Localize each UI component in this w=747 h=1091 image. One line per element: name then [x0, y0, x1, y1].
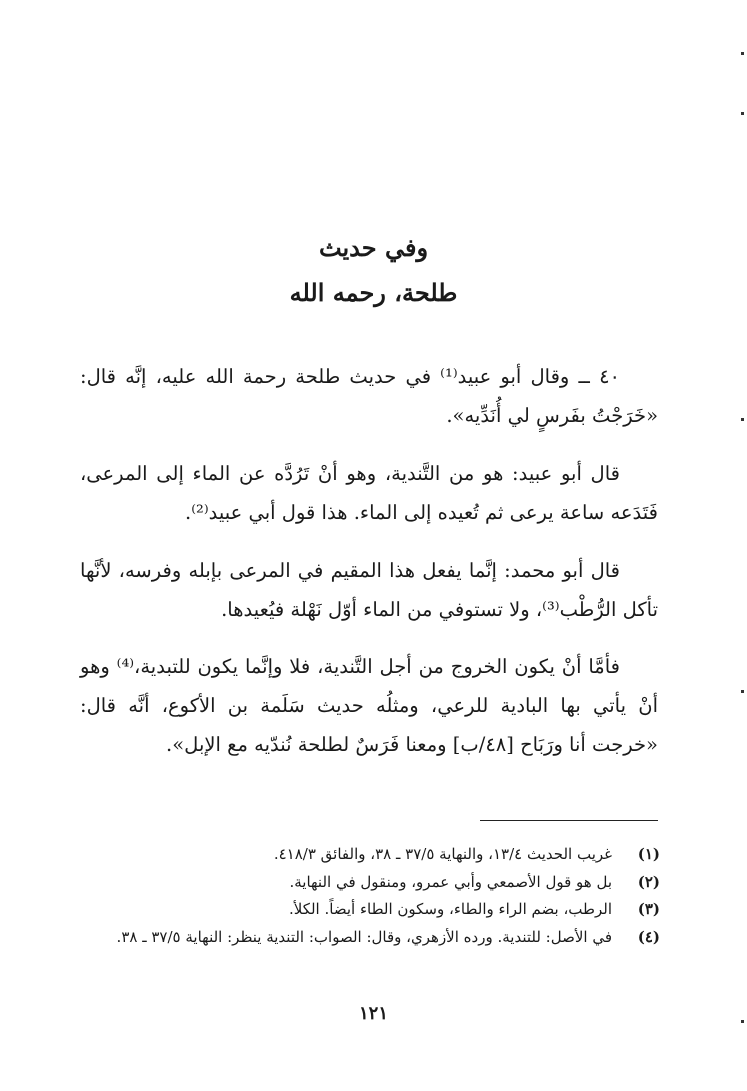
footnote-3 [80, 896, 660, 922]
paragraph-tabdiya: فأمَّا أنْ يكون الخروج من أجل التَّندية، فلا وإنَّما يكون للتبدية،⁽⁴⁾ وهو أنْ يأتي بها البادية للرعي، ومثلُه حديث سَلَمة بن الأكوع، أنَّه قال: «خرجت أنا ورَبَاح [٤٨/ب] ومعنا فَرَسٌ لطلحة نُندّيه مع الإبل». [80, 655, 658, 756]
footnote-number: (٣) [637, 900, 660, 918]
scan-edge-mark [741, 1020, 744, 1023]
footnote-4 [80, 924, 660, 950]
scan-edge-mark [741, 418, 744, 421]
page-number: ١٢١ [358, 1003, 388, 1024]
section-heading-line2: طلحة، رحمه الله [289, 278, 458, 307]
scan-edge-mark [741, 690, 744, 693]
footnote-divider [480, 820, 658, 821]
footnote-text: بل هو قول الأصمعي وأبي عمرو، ومنقول في النهاية. [289, 873, 612, 891]
footnote-number: (١) [637, 845, 660, 863]
footnote-number: (٤) [637, 928, 660, 946]
footnote-number: (٢) [637, 873, 660, 891]
footnote-text: الرطب، بضم الراء والطاء، وسكون الطاء أيضاً. الكلأ. [288, 900, 612, 918]
paragraph-abu-ubaid: قال أبو عبيد: هو من التَّندية، وهو أنْ تَرُدَّه عن الماء إلى المرعى، فَتَدَعه ساعة يرعى ثم تُعيده إلى الماء. هذا قول أبي عبيد⁽²⁾. [80, 462, 658, 524]
paragraph-40: ٤٠ ــ وقال أبو عبيد⁽¹⁾ في حديث طلحة رحمة الله عليه، إنَّه قال: «خَرَجْتُ بفَرسٍ لي أُنَدِّيه». [80, 365, 658, 427]
section-heading-line1: وفي حديث [318, 233, 429, 262]
scan-edge-mark [741, 52, 744, 55]
scan-edge-mark [741, 112, 744, 115]
footnote-text: في الأصل: للتندية. ورده الأزهري، وقال: الصواب: التندية ينظر: النهاية ٣٧/٥ ـ ٣٨. [116, 928, 612, 946]
paragraph-abu-muhammad: قال أبو محمد: إنَّما يفعل هذا المقيم في المرعى بإبله وفرسه، لأنَّها تأكل الرُّطْب⁽³⁾، ولا تستوفي من الماء أوّل نَهْلة فيُعيدها. [80, 559, 658, 621]
footnote-text: غريب الحديث ١٣/٤، والنهاية ٣٧/٥ ـ ٣٨، والفائق ٤١٨/٣. [273, 845, 612, 863]
footnote-2 [80, 869, 660, 895]
footnote-1 [80, 841, 660, 867]
